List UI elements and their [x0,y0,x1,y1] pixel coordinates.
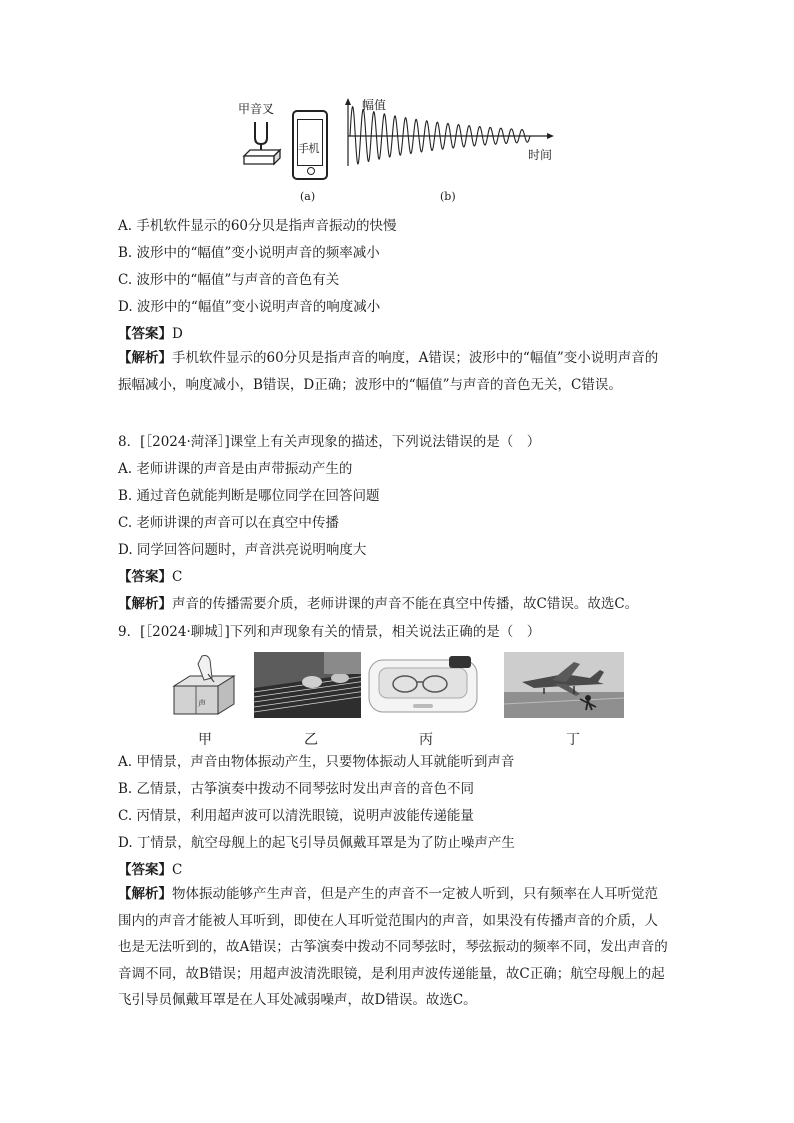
analysis-tag: 【解析】 [118,350,172,366]
answer-value: D [172,326,183,342]
answer-value: C [172,862,183,878]
answer-tag: 【答案】 [118,862,172,878]
q7-option-c: C. 波形中的“幅值”与声音的音色有关 [118,272,340,288]
q7-option-d: D. 波形中的“幅值”变小说明声音的响度减小 [118,299,381,315]
q8-stem: 8．[［2024·菏泽］]课堂上有关声现象的描述，下列说法错误的是（ ） [118,434,541,450]
photo-caption-jia: 甲 [198,732,212,748]
q9-option-b: B. 乙情景，古筝演奏中拨动不同琴弦时发出声音的音色不同 [118,781,475,797]
answer-value: C [172,569,183,585]
photo-box-tapping [168,652,242,718]
q7-answer [118,324,183,344]
phone-icon [292,110,328,180]
q9-option-c: C. 丙情景，利用超声波可以清洗眼镜，说明声波能传递能量 [118,808,474,824]
q8-option-c: C. 老师讲课的声音可以在真空中传播 [118,515,339,531]
q7-option-a: A. 手机软件显示的60分贝是指声音振动的快慢 [118,218,397,234]
q9-option-d: D. 丁情景，航空母舰上的起飞引导员佩戴耳罩是为了防止噪声产生 [118,835,515,851]
tuning-fork-icon [240,120,284,168]
photo-caption-bing: 丙 [419,732,433,748]
caption-a: (a) [300,190,316,203]
answer-tag: 【答案】 [118,326,172,342]
tuning-fork-label: 甲音叉 [238,102,275,116]
photo-ultrasonic-cleaner [361,652,491,718]
box-icon [168,652,242,718]
guzheng-icon [254,652,366,718]
jet-icon [504,652,624,718]
tuning-fork-figure [236,94,566,206]
photo-caption-yi: 乙 [304,732,318,748]
q8-answer [118,567,182,587]
svg-text:声: 声 [198,699,206,708]
q8-option-b: B. 通过音色就能判断是哪位同学在回答问题 [118,488,380,504]
q8-option-a: A. 老师讲课的声音是由声带振动产生的 [118,461,353,477]
phone-label: 手机 [298,142,319,155]
y-axis-label: 幅值 [362,98,387,112]
caption-b: (b) [440,190,456,203]
ultrasonic-cleaner-icon [361,652,491,718]
x-axis-label: 时间 [528,148,553,162]
q7-analysis [118,345,670,398]
photo-caption-ding: 丁 [566,732,580,748]
q8-analysis [118,594,638,614]
q9-answer [118,860,182,880]
answer-tag: 【答案】 [118,569,172,585]
photo-carrier-deck [504,652,624,718]
photo-guzheng [254,652,366,718]
q9-stem: 9．[［2024·聊城］]下列和声现象有关的情景，相关说法正确的是（ ） [118,624,541,640]
analysis-text: 声音的传播需要介质，老师讲课的声音不能在真空中传播，故C错误。故选C。 [172,596,639,612]
analysis-tag: 【解析】 [118,596,172,612]
analysis-text: 手机软件显示的60分贝是指声音的响度，A错误；波形中的“幅值”变小说明声音的振幅减小，响度减小，B错误，D正确；波形中的“幅值”与声音的音色无关，C错误。 [118,350,659,393]
analysis-tag: 【解析】 [118,886,172,902]
q7-option-b: B. 波形中的“幅值”变小说明声音的频率减小 [118,245,380,261]
q8-option-d: D. 同学回答问题时，声音洪亮说明响度大 [118,542,367,558]
q9-option-a: A. 甲情景，声音由物体振动产生，只要物体振动人耳就能听到声音 [118,754,515,770]
analysis-text: 物体振动能够产生声音，但是产生的声音不一定被人听到，只有频率在人耳听觉范围内的声音才能被人耳听到，即使在人耳听觉范围内的声音，如果没有传播声音的介质，人也是无法听到的，故A错误；古筝演奏中拨动不同琴弦时，琴弦振动的频率不同，发出声音的音调不同，故B错误；用超声波清洗眼镜，是利用声波传递能量，故C正确；航空母舰上的起飞引导员佩戴耳罩是在人耳处减弱噪声，故D错误。故选C。 [118,886,668,1009]
q9-analysis [118,881,670,1014]
